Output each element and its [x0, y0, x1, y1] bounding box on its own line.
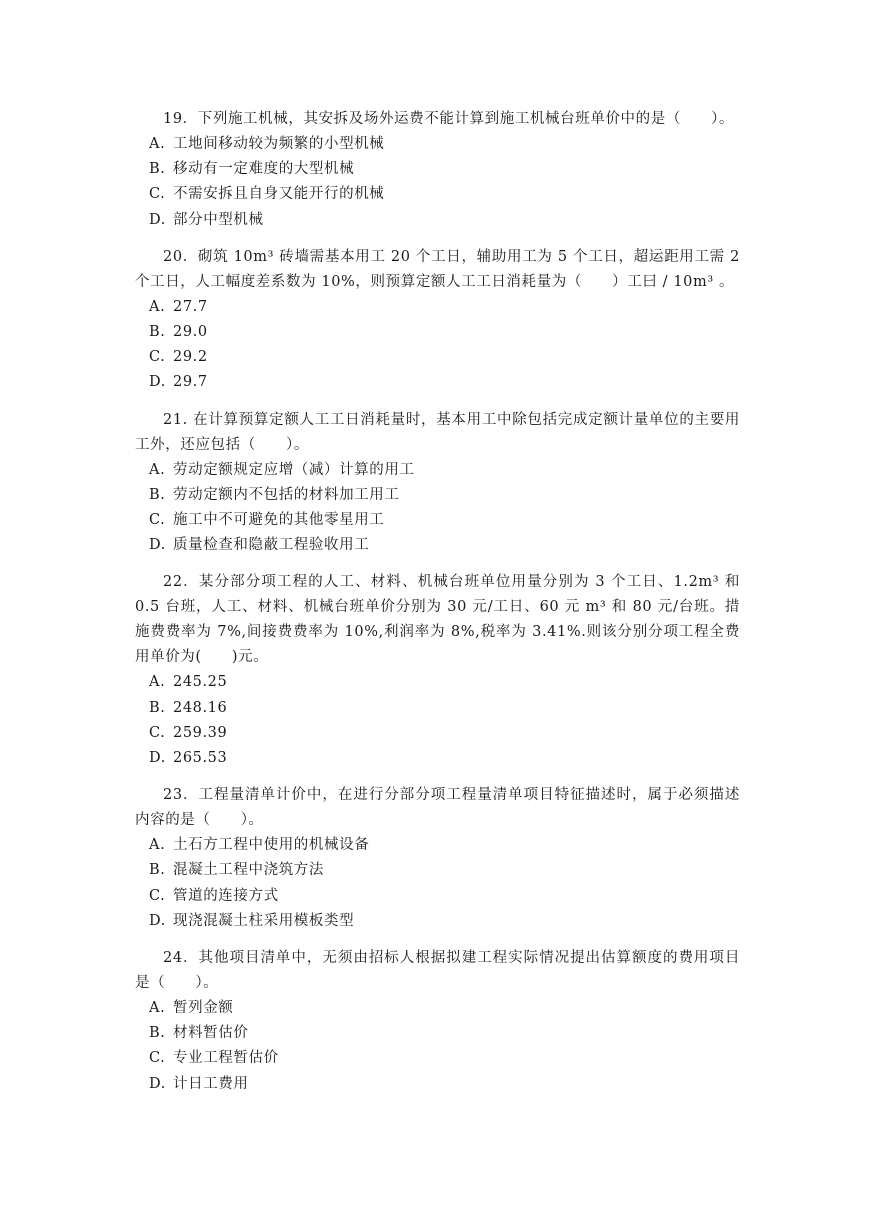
option-c — [135, 721, 740, 746]
option-d — [135, 746, 740, 771]
option-text: 259.39 — [173, 724, 228, 741]
option-letter: D. — [149, 1075, 166, 1092]
question-21 — [135, 408, 740, 559]
question-23 — [135, 783, 740, 934]
option-c — [135, 884, 740, 909]
option-letter: D. — [149, 374, 166, 391]
option-c — [135, 345, 740, 370]
question-stem: 21. 在计算预算定额人工工日消耗量时，基本用工中除包括完成定额计量单位的主要用工外，还应包括（ ）。 — [135, 411, 740, 453]
option-d — [135, 909, 740, 934]
option-text: 29.2 — [173, 349, 208, 366]
option-a — [135, 670, 740, 695]
option-letter: D. — [149, 211, 166, 228]
option-letter: C. — [149, 724, 166, 741]
option-a — [135, 458, 740, 483]
option-letter: B. — [149, 161, 166, 178]
option-letter: C. — [149, 1050, 166, 1067]
option-a — [135, 996, 740, 1021]
option-d — [135, 533, 740, 558]
option-text: 248.16 — [173, 699, 228, 716]
option-b — [135, 157, 740, 182]
option-b — [135, 1021, 740, 1046]
option-text: 土石方工程中使用的机械设备 — [173, 837, 370, 854]
option-letter: C. — [149, 349, 166, 366]
option-b — [135, 696, 740, 721]
option-text: 计日工费用 — [173, 1075, 249, 1092]
option-text: 劳动定额规定应增（减）计算的用工 — [173, 461, 415, 478]
option-d — [135, 370, 740, 395]
option-c — [135, 182, 740, 207]
option-text: 27.7 — [173, 298, 208, 315]
option-text: 质量检查和隐蔽工程验收用工 — [173, 537, 370, 554]
option-c — [135, 1046, 740, 1071]
question-19 — [135, 107, 740, 233]
option-letter: A. — [149, 136, 166, 152]
option-letter: C. — [149, 887, 166, 904]
question-stem: 20．砌筑 10m³ 砖墙需基本用工 20 个工日，辅助用工为 5 个工日，超运距用工需 2 个工日，人工幅度差系数为 10%，则预算定额人工工日消耗量为（ ）工曰 / 10m³ 。 — [135, 248, 740, 290]
option-letter: B. — [149, 699, 166, 716]
option-text: 专业工程暂估价 — [173, 1050, 279, 1067]
option-letter: A. — [149, 461, 166, 478]
option-text: 245.25 — [173, 674, 228, 691]
option-letter: B. — [149, 486, 166, 503]
option-text: 265.53 — [173, 750, 228, 767]
option-b — [135, 320, 740, 345]
option-text: 暂列金额 — [173, 1000, 234, 1017]
option-text: 材料暂估价 — [173, 1025, 249, 1042]
option-text: 混凝土工程中浇筑方法 — [173, 862, 324, 879]
option-letter: A. — [149, 674, 166, 691]
option-letter: A. — [149, 1000, 166, 1017]
option-a — [135, 132, 740, 157]
question-22 — [135, 570, 740, 771]
option-text: 施工中不可避免的其他零星用工 — [173, 512, 385, 529]
question-stem: 19．下列施工机械，其安拆及场外运费不能计算到施工机械台班单价中的是（ ）。 — [163, 111, 735, 127]
option-text: 现浇混凝土柱采用模板类型 — [173, 912, 355, 929]
option-b — [135, 483, 740, 508]
option-text: 部分中型机械 — [173, 211, 264, 228]
option-letter: D. — [149, 912, 166, 929]
option-text: 29.7 — [173, 374, 208, 391]
question-stem: 23．工程量清单计价中，在进行分部分项工程量清单项目特征描述时，属于必须描述内容的是（ ）。 — [135, 787, 740, 829]
option-letter: A. — [149, 298, 166, 315]
option-text: 劳动定额内不包括的材料加工用工 — [173, 486, 400, 503]
option-text: 不需安拆且自身又能开行的机械 — [173, 186, 385, 203]
option-letter: C. — [149, 186, 166, 203]
option-b — [135, 858, 740, 883]
option-a — [135, 295, 740, 320]
option-c — [135, 508, 740, 533]
question-24 — [135, 946, 740, 1097]
option-text: 工地间移动较为频繁的小型机械 — [173, 136, 385, 152]
option-text: 管道的连接方式 — [173, 887, 279, 904]
option-letter: D. — [149, 750, 166, 767]
option-d — [135, 208, 740, 233]
option-letter: B. — [149, 1025, 166, 1042]
option-letter: B. — [149, 324, 166, 341]
option-text: 29.0 — [173, 324, 208, 341]
option-letter: D. — [149, 537, 166, 554]
question-stem: 22．某分部分项工程的人工、材料、机械台班单位用量分别为 3 个工日、1.2m³ 和 0.5 台班，人工、材料、机械台班单价分别为 30 元/工日、60 元 m³ 和 80 元/台班。措施费费率为 7%,间接费费率为 10%,利润率为 8%,税率为 3.41%.则该分别分项工程全费用单价为( )元。 — [135, 574, 740, 666]
option-text: 移动有一定难度的大型机械 — [173, 161, 355, 178]
option-letter: B. — [149, 862, 166, 879]
question-list — [135, 107, 740, 1109]
option-letter: C. — [149, 512, 166, 529]
option-a — [135, 833, 740, 858]
option-letter: A. — [149, 837, 166, 854]
question-20 — [135, 245, 740, 396]
option-d — [135, 1072, 740, 1097]
question-stem: 24．其他项目清单中，无须由招标人根据拟建工程实际情况提出估算额度的费用项目是（ ）。 — [135, 950, 740, 992]
